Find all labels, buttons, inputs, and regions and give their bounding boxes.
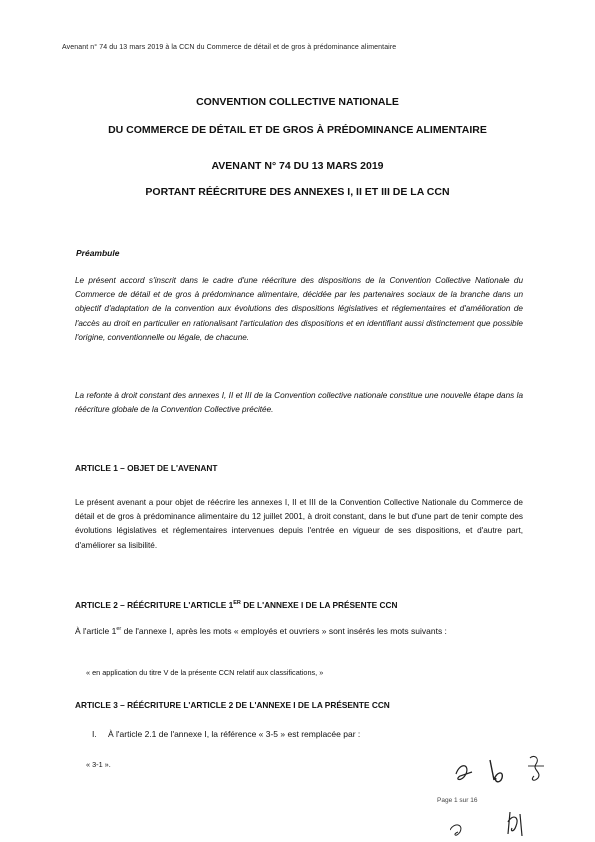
article-2-text-end: de l'annexe I, après les mots « employés et ouvriers » sont insérés les mots suivants : xyxy=(121,625,447,636)
article-2-text-sup: er xyxy=(116,626,122,632)
article-3-item-number: I. xyxy=(92,729,97,739)
article-3-heading: ARTICLE 3 – RÉÉCRITURE L'ARTICLE 2 DE L'ANNEXE I DE LA PRÉSENTE CCN xyxy=(75,700,390,710)
article-2-text xyxy=(75,622,523,639)
article-2-heading-end: DE L'ANNEXE I DE LA PRÉSENTE CCN xyxy=(240,600,398,610)
article-2-heading xyxy=(75,600,397,610)
preamble-heading: Préambule xyxy=(76,248,120,258)
article-2-heading-sup: ER xyxy=(233,600,241,607)
running-header: Avenant n° 74 du 13 mars 2019 à la CCN du Commerce de détail et de gros à prédominance alimentaire xyxy=(62,44,397,51)
article-3-item-text: À l'article 2.1 de l'annexe I, la référence « 3-5 » est remplacée par : xyxy=(108,729,361,739)
article-2-heading-start: ARTICLE 2 – RÉÉCRITURE L'ARTICLE 1 xyxy=(75,600,234,610)
title-line-4: PORTANT RÉÉCRITURE DES ANNEXES I, II ET III DE LA CCN xyxy=(145,186,450,198)
article-1-text: Le présent avenant a pour objet de réécrire les annexes I, II et III de la Convention Collective Nationale du Commerce de détail et de gros à prédominance alimentaire du 12 juillet 2001, à droit constant, dans le but d'une part de tenir compte des évolutions législatives et réglementaires intervenues depuis l'entrée en vigueur de ses dispositions, et d'autre part, d'améliorer sa lisibilité. xyxy=(75,498,523,550)
title-line-2: DU COMMERCE DE DÉTAIL ET DE GROS À PRÉDOMINANCE ALIMENTAIRE xyxy=(108,124,487,136)
article-3-quote: « 3-1 ». xyxy=(86,760,111,769)
article-2-text-start: À l'article 1 xyxy=(75,625,117,636)
preamble-paragraph-2: La refonte à droit constant des annexes I, II et III de la Convention collective nationale constitue une nouvelle étape dans la réécriture globale de la Convention Collective précitée. xyxy=(75,391,523,415)
title-line-1: CONVENTION COLLECTIVE NATIONALE xyxy=(196,96,399,108)
preamble-paragraph-1: Le présent accord s'inscrit dans le cadre d'une réécriture des dispositions de la Convention Collective Nationale du Commerce de détail et de gros à prédominance alimentaire, décidée par les partenaires sociaux de la branche dans un objectif d'adaptation de la convention aux évolutions des dispositions législatives et réglementaires et d'amélioration de l'accès au droit en particulier en rationalisant l'articulation des dispositions et en identifiant aussi distinctement que possible l'origine, conventionnelle ou légale, de chacune. xyxy=(75,276,523,342)
article-2-quote: « en application du titre V de la présente CCN relatif aux classifications, » xyxy=(86,668,324,677)
article-3-item xyxy=(92,729,360,739)
article-1-heading: ARTICLE 1 – OBJET DE L'AVENANT xyxy=(75,463,218,473)
title-line-3: AVENANT N° 74 DU 13 MARS 2019 xyxy=(211,160,384,172)
page-number: Page 1 sur 16 xyxy=(437,797,478,804)
